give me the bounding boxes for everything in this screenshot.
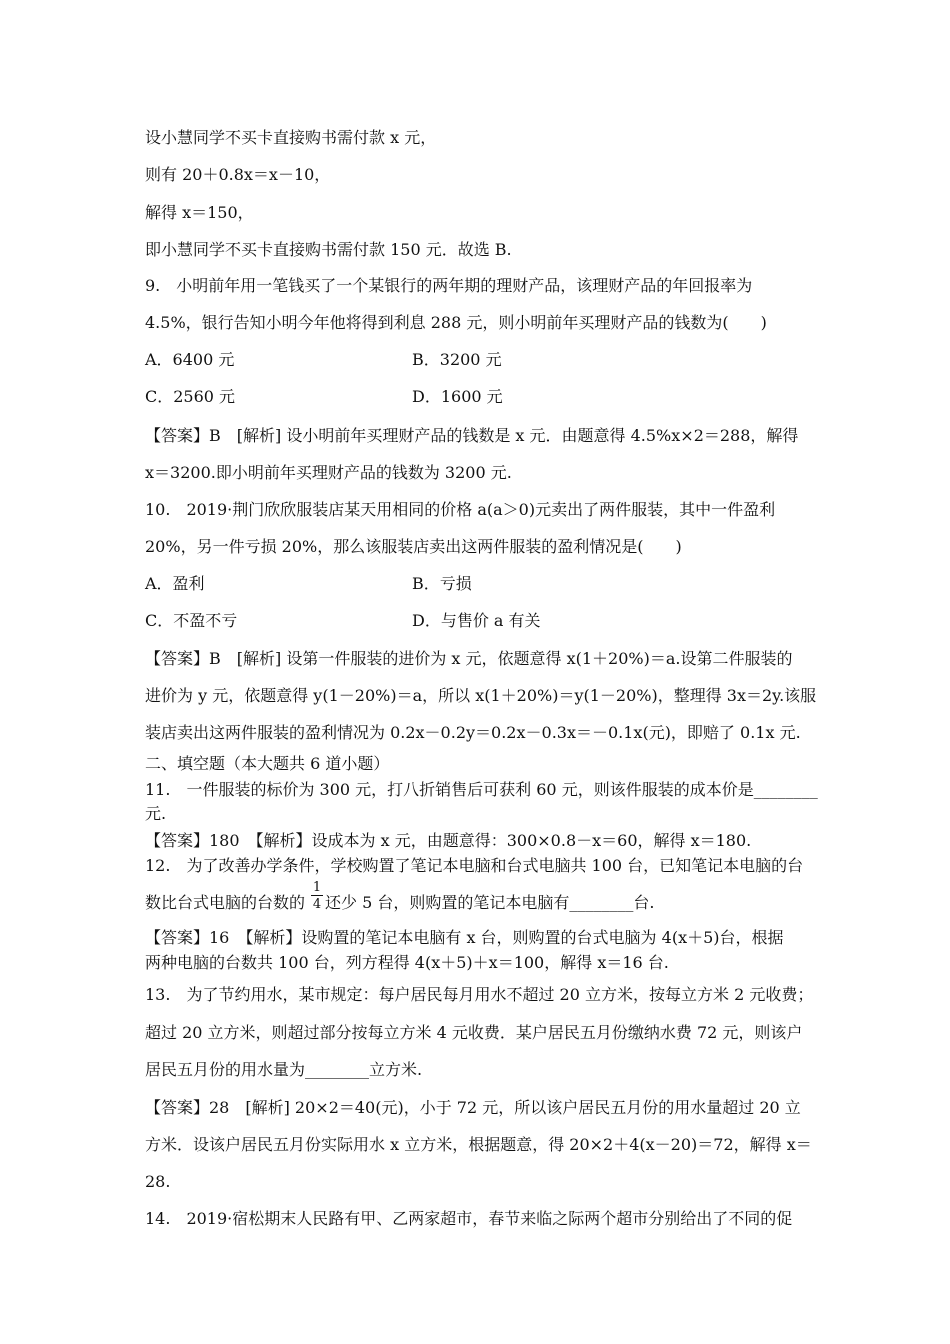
fraction-denominator: 4 (312, 897, 322, 912)
answer-9: x＝3200.即小明前年买理财产品的钱数为 3200 元. (145, 463, 512, 482)
section-heading: 二、填空题（本大题共 6 道小题） (145, 754, 390, 773)
question-9-text: 9. 小明前年用一笔钱买了一个某银行的两年期的理财产品，该理财产品的年回报率为 (145, 276, 753, 295)
option-a: A．6400 元 (145, 350, 235, 369)
solution-line: 则有 20＋0.8x＝x－10， (145, 165, 331, 184)
solution-line: 设小慧同学不买卡直接购书需付款 x 元， (145, 128, 437, 147)
answer-12: 两种电脑的台数共 100 台，列方程得 4(x＋5)＋x＝100，解得 x＝16 台. (145, 953, 669, 972)
answer-13: 【答案】28 [解析] 20×2＝40(元)，小于 72 元，所以该户居民五月份的用水量超过 20 立 (145, 1098, 801, 1117)
question-13-text: 超过 20 立方米，则超过部分按每立方米 4 元收费．某户居民五月份缴纳水费 72 元，则该户 (145, 1023, 803, 1042)
answer-13: 28. (145, 1172, 171, 1191)
question-14-text: 14. 2019·宿松期末人民路有甲、乙两家超市，春节来临之际两个超市分别给出了不同的促 (145, 1209, 793, 1228)
answer-10: 【答案】B [解析] 设第一件服装的进价为 x 元，依题意得 x(1＋20%)＝a.设第二件服装的 (145, 649, 793, 668)
question-9-text: 4.5%，银行告知小明今年他将得到利息 288 元，则小明前年买理财产品的钱数为( ) (145, 313, 767, 332)
solution-line: 解得 x＝150， (145, 203, 254, 222)
fraction-bar (311, 895, 323, 896)
option-d: D．与售价 a 有关 (412, 611, 541, 630)
question-10-text: 10. 2019·荆门欣欣服装店某天用相同的价格 a(a＞0)元卖出了两件服装，其中一件盈利 (145, 500, 776, 519)
answer-12: 【答案】16 【解析】设购置的笔记本电脑有 x 台，则购置的台式电脑为 4(x＋5)台，根据 (145, 928, 784, 947)
question-12-suffix: 还少 5 台，则购置的笔记本电脑有________台. (325, 893, 655, 912)
fraction-numerator: 1 (312, 880, 322, 895)
question-10-text: 20%，另一件亏损 20%，那么该服装店卖出这两件服装的盈利情况是( ) (145, 537, 682, 556)
option-c: C．不盈不亏 (145, 611, 238, 630)
option-b: B．亏损 (412, 574, 472, 593)
question-13-text: 13. 为了节约用水，某市规定：每户居民每月用水不超过 20 立方米，按每立方米 2 元收费； (145, 985, 814, 1004)
option-b: B．3200 元 (412, 350, 502, 369)
option-d: D．1600 元 (412, 387, 503, 406)
answer-11: 【答案】180 【解析】设成本为 x 元，由题意得：300×0.8－x＝60，解得 x＝180. (145, 831, 752, 850)
question-13-text: 居民五月份的用水量为________立方米. (145, 1060, 423, 1079)
question-12-prefix: 数比台式电脑的台数的 (145, 893, 306, 912)
option-a: A．盈利 (145, 574, 205, 593)
answer-10: 装店卖出这两件服装的盈利情况为 0.2x－0.2y＝0.2x－0.3x＝－0.1x(元)，即赔了 0.1x 元. (145, 723, 801, 742)
answer-10: 进价为 y 元，依题意得 y(1－20%)＝a，所以 x(1＋20%)＝y(1－20%)，整理得 3x＝2y.该服 (145, 686, 817, 705)
answer-9: 【答案】B [解析] 设小明前年买理财产品的钱数是 x 元．由题意得 4.5%x×2＝288，解得 (145, 426, 799, 445)
question-11-text: 元. (145, 804, 167, 823)
solution-line: 即小慧同学不买卡直接购书需付款 150 元．故选 B. (145, 240, 512, 259)
answer-13: 方米．设该户居民五月份实际用水 x 立方米，根据题意，得 20×2＋4(x－20)＝72，解得 x＝ (145, 1135, 812, 1154)
question-12-text: 12. 为了改善办学条件，学校购置了笔记本电脑和台式电脑共 100 台，已知笔记本电脑的台 (145, 856, 804, 875)
question-11-text: 11. 一件服装的标价为 300 元，打八折销售后可获利 60 元，则该件服装的成本价是________ (145, 780, 818, 799)
option-c: C．2560 元 (145, 387, 236, 406)
